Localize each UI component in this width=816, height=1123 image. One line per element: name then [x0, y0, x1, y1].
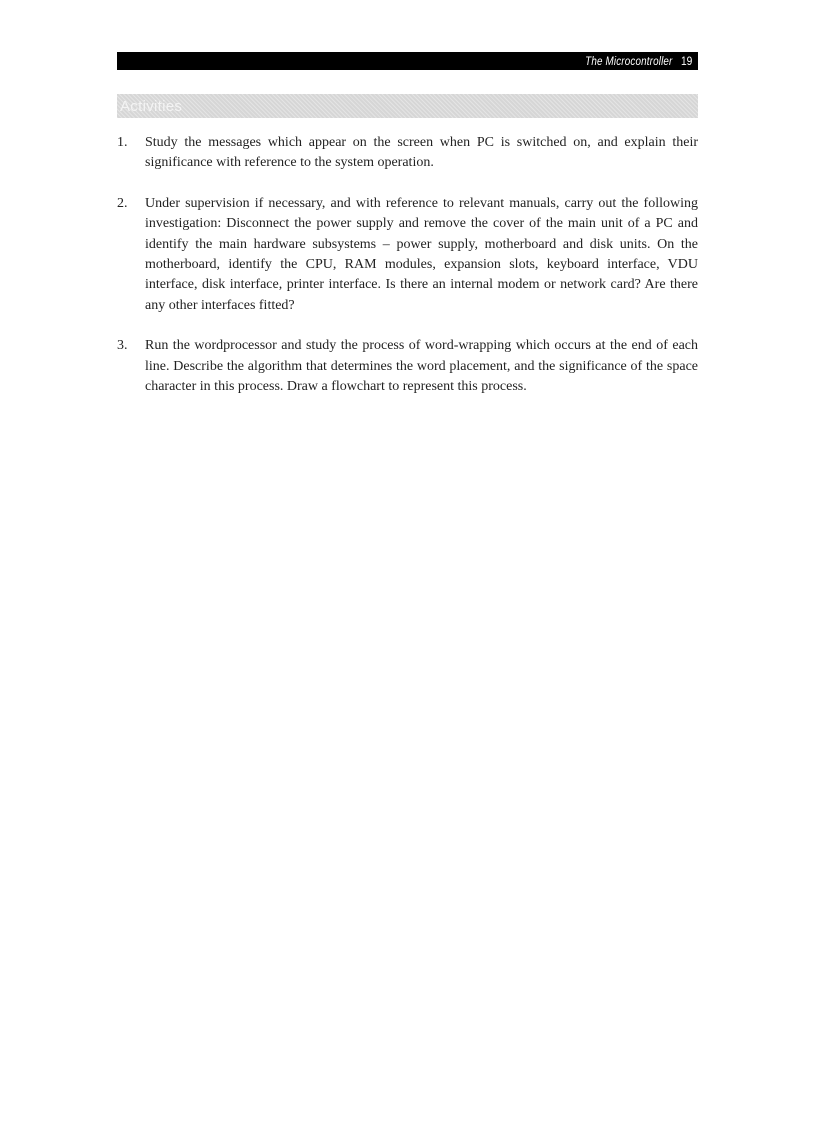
- running-header-title: The Microcontroller: [585, 54, 673, 68]
- activity-text: Under supervision if necessary, and with reference to relevant manuals, carry out the following investigation: Disconnect the power supply and remove the cover of the main unit of a PC and identify the main hardware subsystems – power supply, motherboard and disk units. On the motherboard, identify the CPU, RAM modules, expansion slots, keyboard interface, VDU interface, disk interface, printer interface. Is there an internal modem or network card? Are there any other interfaces fitted?: [145, 195, 698, 313]
- activity-item: [117, 194, 698, 316]
- activity-number: 3.: [117, 338, 128, 354]
- section-heading-band: [117, 94, 698, 118]
- activity-text: Study the messages which appear on the screen when PC is switched on, and explain their significance with reference to the system operation.: [145, 135, 698, 171]
- running-header: [117, 52, 698, 70]
- activity-text: Run the wordprocessor and study the process of word-wrapping which occurs at the end of each line. Describe the algorithm that determines the word placement, and the significance of the space character in this process. Draw a flowchart to represent this process.: [145, 338, 698, 395]
- activity-number: 1.: [117, 135, 128, 150]
- activities-list: [117, 133, 698, 417]
- section-heading: Activities: [120, 97, 183, 115]
- page-number: 19: [680, 54, 692, 68]
- activity-item: [117, 336, 698, 397]
- activity-number: 2.: [117, 195, 128, 211]
- activity-item: [117, 133, 698, 174]
